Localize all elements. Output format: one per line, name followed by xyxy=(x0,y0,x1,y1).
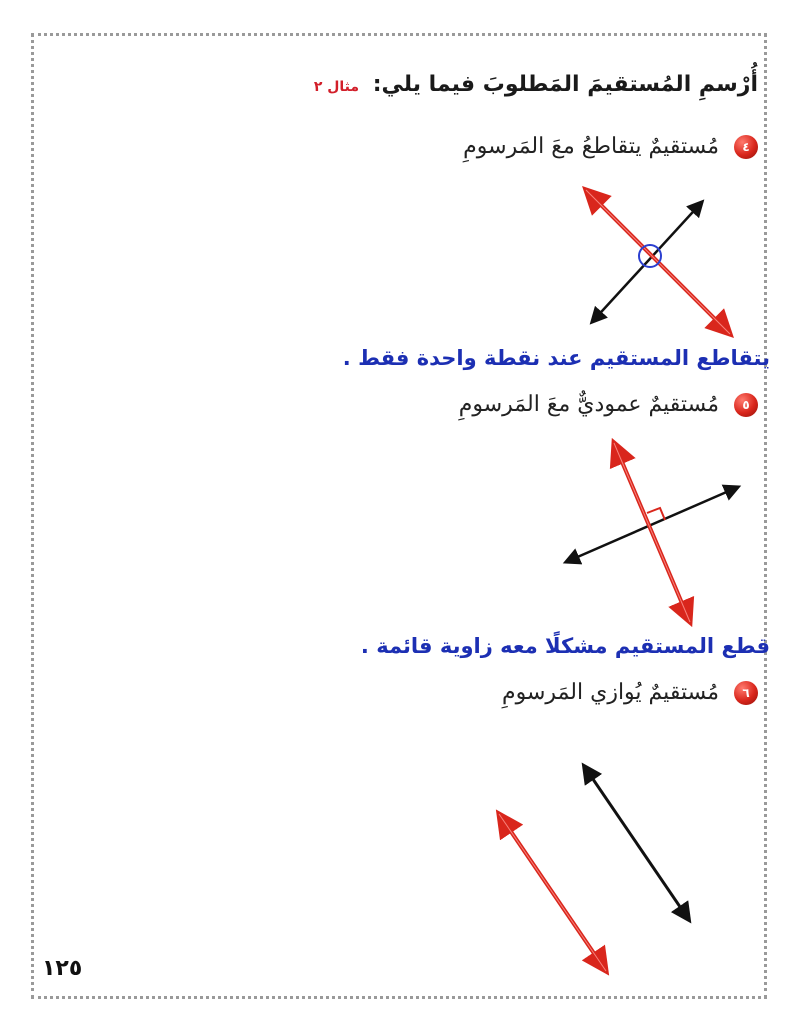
drawn-line-black-2 xyxy=(566,487,738,562)
answer-item-4: يتقاطع المستقيم عند نقطة واحدة فقط . xyxy=(342,346,770,370)
drawn-line-black-3 xyxy=(584,766,689,920)
item-6 xyxy=(502,680,758,705)
example-reference: مثال ٢ xyxy=(313,79,360,95)
right-angle-mark xyxy=(647,508,665,520)
drawn-line-black xyxy=(592,202,702,322)
item-text: مُستقيمٌ يُوازي المَرسومِ xyxy=(502,680,719,705)
answer-item-5: قطع المستقيم مشكلًا معه زاوية قائمة . xyxy=(360,634,770,658)
item-number-badge: ٦ xyxy=(734,681,758,705)
heading-text: أُرْسمِ المُستقيمَ المَطلوبَ فيما يلي: xyxy=(372,72,758,97)
item-text: مُستقيمٌ يتقاطعُ معَ المَرسومِ xyxy=(463,134,719,159)
item-number-badge: ٥ xyxy=(734,393,758,417)
page-number: ١٢٥ xyxy=(42,956,83,981)
item-text: مُستقيمٌ عموديٌّ معَ المَرسومِ xyxy=(458,392,719,417)
item-number-badge: ٤ xyxy=(734,135,758,159)
item-5 xyxy=(459,392,758,417)
